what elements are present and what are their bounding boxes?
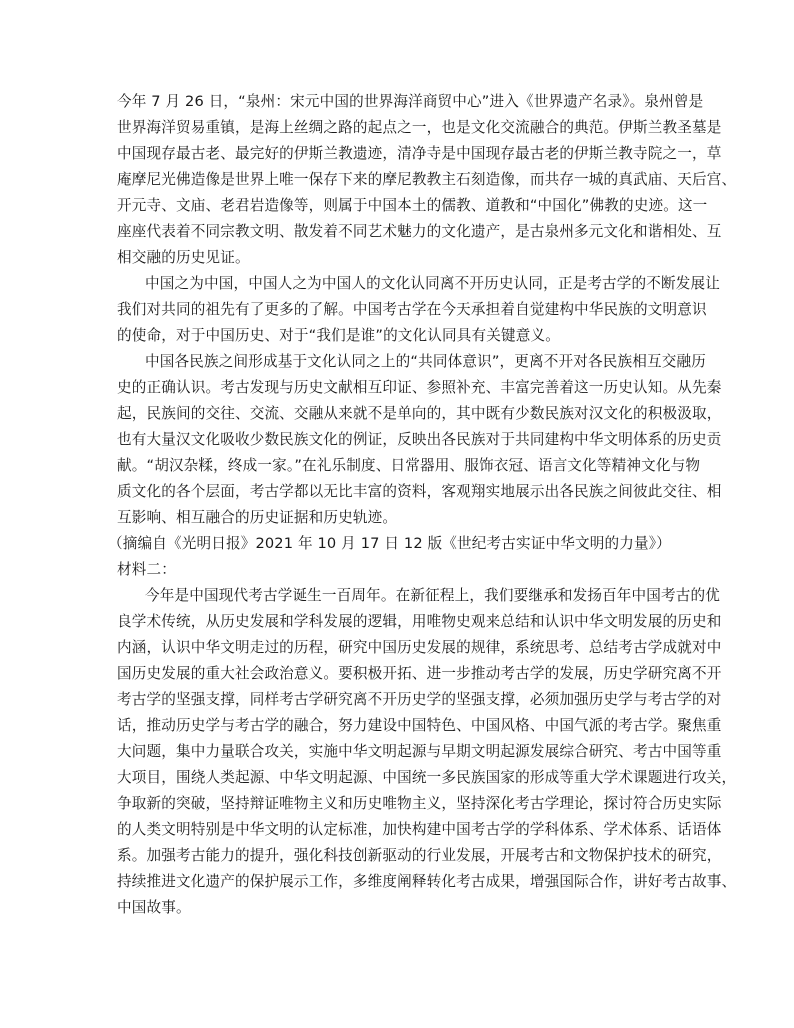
source-citation: （摘编自《光明日报》2021 年 10 月 17 日 12 版《世纪考古实证中华文明的力量》）	[108, 535, 671, 552]
m1-p3-line-6: 质文化的各个层面，考古学都以无比丰富的资料，客观翔实地展示出各民族之间彼此交往、相	[117, 483, 722, 500]
m1-p1-line-2: 世界海洋贸易重镇，是海上丝绸之路的起点之一，也是文化交流融合的典范。伊斯兰教圣墓是	[117, 119, 722, 136]
m2-p1-line-13: 中国故事。	[117, 899, 191, 916]
m1-p1-line-1: 今年 7 月 26 日，“泉州：宋元中国的世界海洋商贸中心”进入《世界遗产名录》。泉州曾是	[117, 93, 704, 110]
m1-p1-line-5: 开元寺、文庙、老君岩造像等，则属于中国本土的儒教、道教和“中国化”佛教的史迹。这一	[117, 197, 708, 214]
m1-p1-line-4: 庵摩尼光佛造像是世界上唯一保存下来的摩尼教教主石刻造像，而共存一城的真武庙、天后宫、	[117, 171, 737, 188]
m2-p1-line-5: 考古学的坚强支撑，同样考古学研究离不开历史学的坚强支撑，必须加强历史学与考古学的对	[117, 691, 722, 708]
m1-p2-line-3: 的使命，对于中国历史、对于“我们是谁”的文化认同具有关键意义。	[117, 327, 560, 344]
m1-p3-line-2: 史的正确认识。考古发现与历史文献相互印证、参照补充、丰富完善着这一历史认知。从先秦	[117, 379, 722, 396]
m2-p1-line-1: 今年是中国现代考古学诞生一百周年。在新征程上，我们要继承和发扬百年中国考古的优	[145, 587, 721, 604]
m1-p3-line-1: 中国各民族之间形成基于文化认同之上的“共同体意识”，更离不开对各民族相互交融历	[145, 353, 706, 370]
m1-p3-line-4: 也有大量汉文化吸收少数民族文化的例证，反映出各民族对于共同建构中华文明体系的历史贡	[117, 431, 722, 448]
m2-p1-line-9: 争取新的突破，坚持辩证唯物主义和历史唯物主义，坚持深化考古学理论，探讨符合历史实际	[117, 795, 722, 812]
m2-p1-line-10: 的人类文明特别是中华文明的认定标准，加快构建中国考古学的学科体系、学术体系、话语体	[117, 821, 722, 838]
m1-p2-line-2: 我们对共同的祖先有了更多的了解。中国考古学在今天承担着自觉建构中华民族的文明意识	[117, 301, 707, 318]
m2-p1-line-2: 良学术传统，从历史发展和学科发展的逻辑，用唯物史观来总结和认识中华文明发展的历史和	[117, 613, 722, 630]
material-two-heading: 材料二：	[117, 561, 176, 578]
m1-p3-line-7: 互影响、相互融合的历史证据和历史轨迹。	[117, 509, 398, 526]
m1-p3-line-3: 起，民族间的交往、交流、交融从来就不是单向的，其中既有少数民族对汉文化的积极汲取，	[117, 405, 722, 422]
m1-p1-line-7: 相交融的历史见证。	[117, 249, 250, 266]
m2-p1-line-11: 系。加强考古能力的提升，强化科技创新驱动的行业发展，开展考古和文物保护技术的研究，	[117, 847, 722, 864]
m2-p1-line-7: 大问题，集中力量联合攻关，实施中华文明起源与早期文明起源发展综合研究、考古中国等重	[117, 743, 722, 760]
m1-p2-line-1: 中国之为中国，中国人之为中国人的文化认同离不开历史认同，正是考古学的不断发展让	[145, 275, 721, 292]
m1-p1-line-6: 座座代表着不同宗教文明、散发着不同艺术魅力的文化遗产，是古泉州多元文化和谐相处、互	[117, 223, 722, 240]
m1-p1-line-3: 中国现存最古老、最完好的伊斯兰教遗迹，清净寺是中国现存最古老的伊斯兰教寺院之一，草	[117, 145, 722, 162]
m1-p3-line-5: 献。“胡汉杂糅，终成一家。”在礼乐制度、日常器用、服饰衣冠、语言文化等精神文化与物	[117, 457, 701, 474]
m2-p1-line-12: 持续推进文化遗产的保护展示工作，多维度阐释转化考古成果，增强国际合作，讲好考古故事、	[117, 873, 737, 890]
m2-p1-line-8: 大项目，围绕人类起源、中华文明起源、中国统一多民族国家的形成等重大学术课题进行攻关，	[117, 769, 737, 786]
m2-p1-line-3: 内涵，认识中华文明走过的历程，研究中国历史发展的规律，系统思考、总结考古学成就对中	[117, 639, 722, 656]
m2-p1-line-4: 国历史发展的重大社会政治意义。要积极开拓、进一步推动考古学的发展，历史学研究离不开	[117, 665, 722, 682]
m2-p1-line-6: 话，推动历史学与考古学的融合，努力建设中国特色、中国风格、中国气派的考古学。聚焦重	[117, 717, 722, 734]
